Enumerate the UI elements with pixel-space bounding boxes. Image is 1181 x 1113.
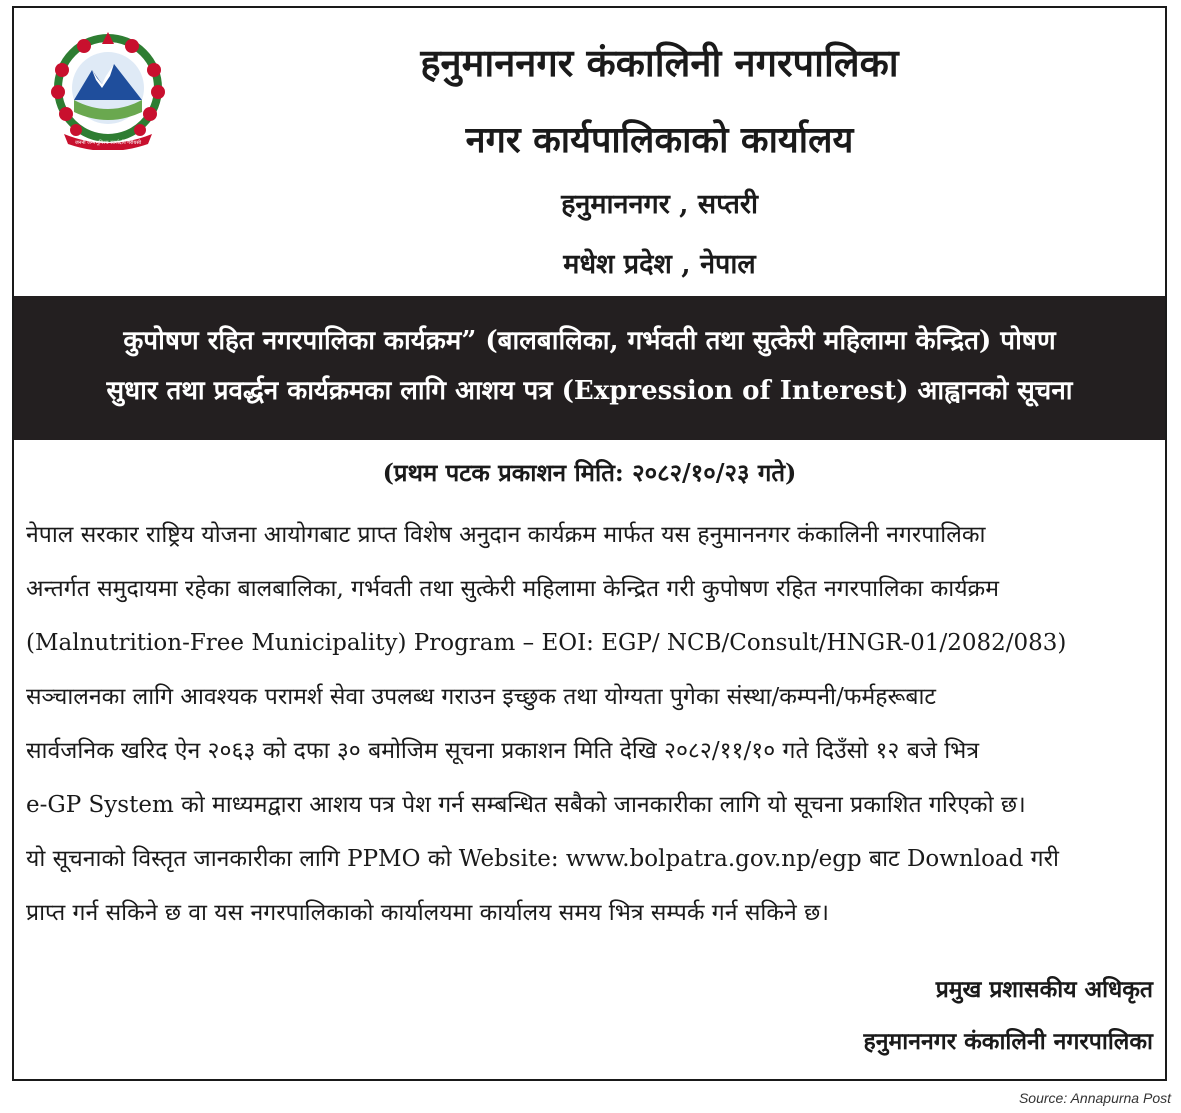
office-location: हनुमाननगर , सप्तरी (561, 189, 758, 220)
publication-date: (प्रथम पटक प्रकाशन मिति: २०८२/१०/२३ गते) (382, 458, 797, 487)
body-line: e-GP System को माध्यमद्वारा आशय पत्र पेश गर्न सम्बन्धित सबैको जानकारीका लागि यो सूचना प्रकाशित गरिएको छ। (26, 792, 1026, 818)
body-line: अन्तर्गत समुदायमा रहेका बालबालिका, गर्भवती तथा सुत्केरी महिलामा केन्द्रित गरी कुपोषण रहित नगरपालिका कार्यक्रम (26, 576, 999, 602)
source-credit: Source: Annapurna Post (1018, 1090, 1171, 1106)
office-province: मधेश प्रदेश , नेपाल (563, 249, 756, 280)
body-line: नेपाल सरकार राष्ट्रिय योजना आयोगबाट प्राप्त विशेष अनुदान कार्यक्रम मार्फत यस हनुमाननगर कंकालिनी नगरपालिका (26, 522, 986, 548)
body-line: (Malnutrition-Free Municipality) Program – EOI: EGP/ NCB/Consult/HNGR-01/2082/083) (26, 630, 1067, 656)
body-line: प्राप्त गर्न सकिने छ वा यस नगरपालिकाको कार्यालयमा कार्यालय समय भित्र सम्पर्क गर्न सकिने छ। (26, 900, 829, 926)
nepal-emblem-icon (40, 30, 176, 150)
banner-line-2: सुधार तथा प्रवर्द्धन कार्यक्रमका लागि आशय पत्र (Expression of Interest) आह्वानको सूचना (106, 376, 1073, 406)
banner-line-1: कुपोषण रहित नगरपालिका कार्यक्रम” (बालबालिका, गर्भवती तथा सुत्केरी महिलामा केन्द्रित) पोषण (123, 326, 1056, 356)
body-line: सञ्चालनका लागि आवश्यक परामर्श सेवा उपलब्ध गराउन इच्छुक तथा योग्यता पुगेका संस्था/कम्पनी/फर्महरूबाट (26, 684, 937, 710)
body-line: यो सूचनाको विस्तृत जानकारीका लागि PPMO को Website: www.bolpatra.gov.np/egp बाट Download गरी (26, 846, 1059, 872)
notice-title-banner (14, 296, 1165, 440)
signatory-title: प्रमुख प्रशासकीय अधिकृत (935, 976, 1153, 1003)
office-name: नगर कार्यपालिकाको कार्यालय (465, 119, 854, 161)
body-line: सार्वजनिक खरिद ऐन २०६३ को दफा ३० बमोजिम सूचना प्रकाशन मिति देखि २०८२/११/१० गते दिउँसो १२ बजे भित्र (26, 738, 980, 764)
municipality-name: हनुमाननगर कंकालिनी नगरपालिका (420, 40, 899, 85)
emblem-ribbon-text: जननी जन्मभूमिश्च स्वर्गादपि गरीयसी (74, 140, 142, 146)
signatory-office: हनुमाननगर कंकालिनी नगरपालिका (863, 1028, 1153, 1055)
notice-frame (12, 6, 1167, 1081)
